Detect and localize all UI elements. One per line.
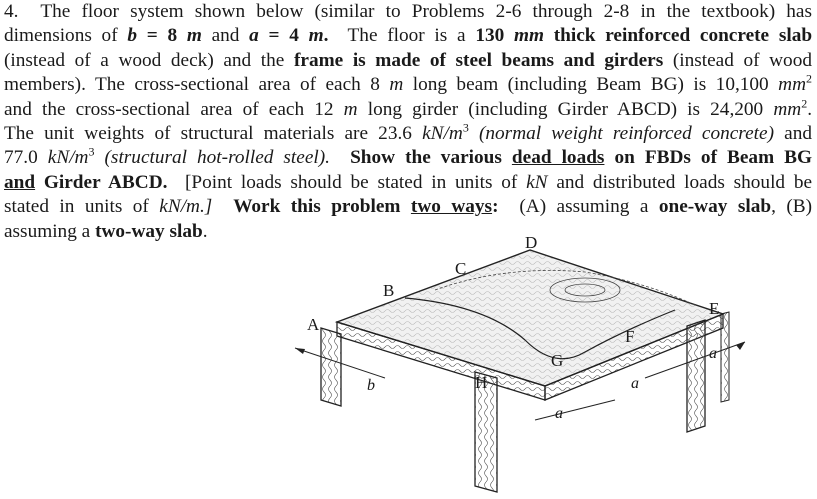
line-4: members). The cross-sectional area of each 8 m long beam (including Beam BG) is 10,100 $mm^2$ (4, 71, 813, 96)
line-1: 4. The floor system shown below (similar to Problems 2-6 through 2-8 in the textbook) has (4, 1, 812, 22)
line-9: stated in units of kN/m.] Work this problem two ways: (A) assuming a one-way slab, (B) (4, 196, 813, 218)
dim-a-3: a (709, 345, 717, 362)
line-7: 77.0 $kN/m^3$ (structural hot-rolled steel). Show the various dead loads on FBDs of Beam BG (4, 145, 813, 169)
label-A: A (307, 315, 320, 334)
line-5: and the cross-sectional area of each 12 m long girder (including Girder ABCD) is 24,200 $mm^2$. (4, 96, 813, 120)
line-3: (instead of a wood deck) and the frame is made of steel beams and girders (instead of wood (4, 49, 812, 71)
problem-text (4, 0, 812, 244)
leg-right (687, 320, 705, 432)
dim-b: b (367, 377, 375, 394)
label-B: B (383, 281, 395, 300)
line-6: The unit weights of structural materials are 23.6 $kN/m^3$ (normal weight reinforced concrete) and (4, 120, 813, 145)
dim-a-1: a (555, 405, 563, 422)
label-C: C (455, 259, 467, 278)
label-E: E (709, 299, 720, 318)
line-10: assuming a two-way slab. (4, 220, 208, 242)
dim-a-2: a (631, 375, 639, 392)
leg-back (721, 312, 729, 402)
label-D: D (525, 233, 538, 252)
leg-front-left (321, 328, 341, 406)
floor-system-figure (285, 230, 765, 499)
label-H: H (475, 373, 488, 392)
line-2: dimensions of b = 8 m and a = 4 m. The floor is a 130 mm thick reinforced concrete slab (4, 25, 813, 47)
line-8: and Girder ABCD. [Point loads should be stated in units of kN and distributed loads should be (4, 171, 813, 193)
label-F: F (625, 327, 635, 346)
label-G: G (551, 351, 564, 370)
